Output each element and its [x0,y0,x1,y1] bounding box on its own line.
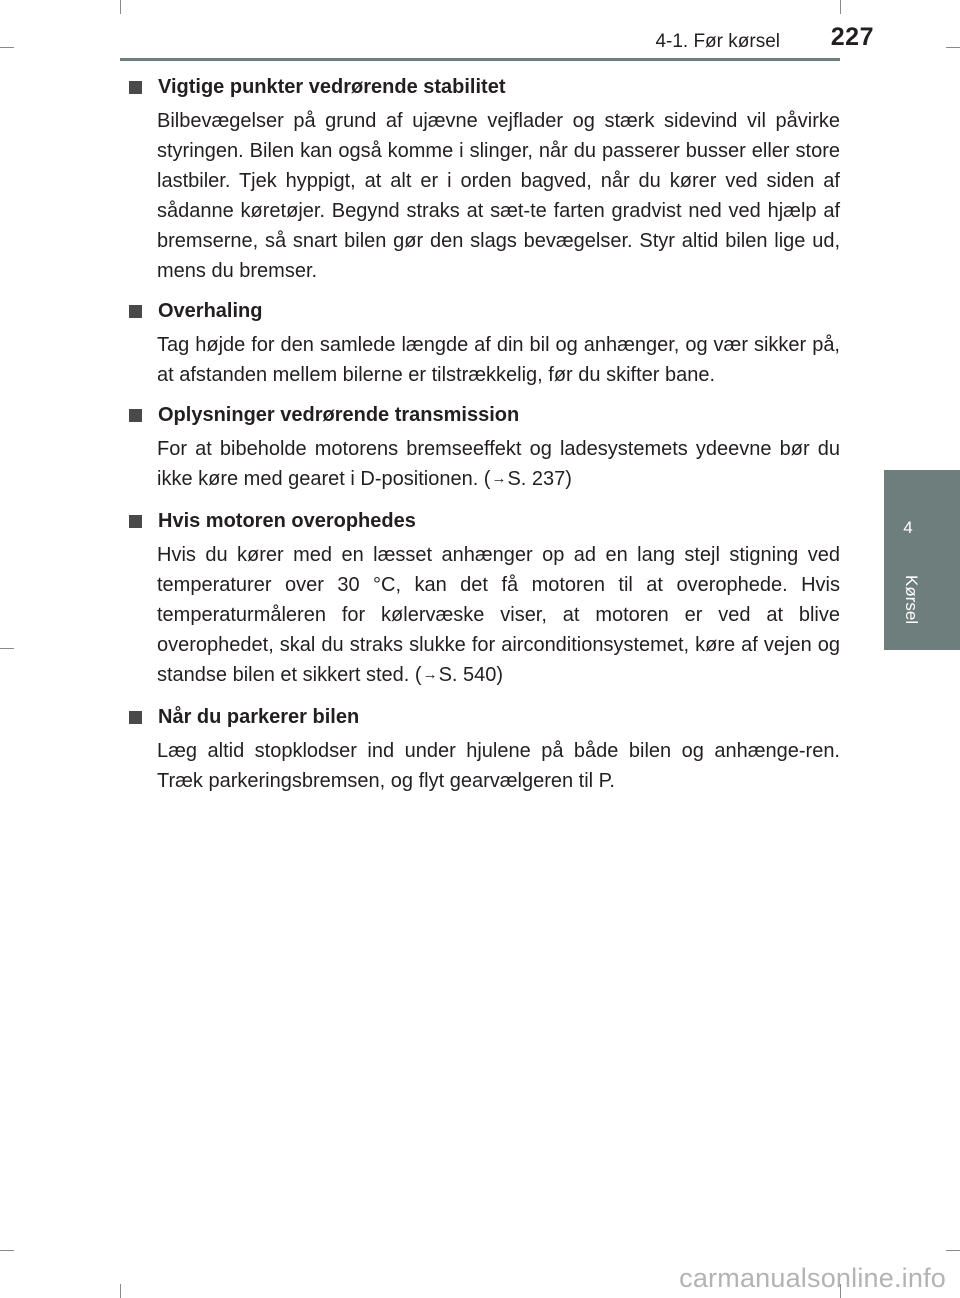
section-transmission [128,400,840,496]
square-bullet-icon [129,711,142,724]
section-heading [128,296,840,326]
section-overheating [128,506,840,692]
section-body: Læg altid stopklodser ind under hjulene på både bilen og anhænge-ren. Træk parkeringsbremsen, og flyt gearvælgeren til P. [157,740,840,792]
crop-mark [0,648,14,649]
heading-text: Vigtige punkter vedrørende stabilitet [158,76,506,98]
square-bullet-icon [129,409,142,422]
section-heading [128,400,840,430]
square-bullet-icon [129,515,142,528]
page-content [128,72,840,796]
section-body [157,434,840,496]
section-body [157,540,840,692]
crop-mark [120,1284,121,1298]
section-title: 4-1. Før kørsel [655,31,780,52]
section-parking [128,702,840,796]
heading-text: Overhaling [158,300,263,322]
crop-mark [0,1250,14,1251]
section-stability [128,72,840,286]
section-heading [128,702,840,732]
square-bullet-icon [129,305,142,318]
arrow-right-icon: → [491,470,507,487]
heading-text: Oplysninger vedrørende transmission [158,404,520,426]
page-reference[interactable]: S. 540) [438,664,504,686]
section-heading [128,72,840,102]
body-text: For at bibeholde motorens bremseeffekt og ladesystemets ydeevne bør du ikke køre med gearet i D-positionen. ( [157,438,840,490]
square-bullet-icon [129,81,142,94]
section-heading [128,506,840,536]
section-body: Bilbevægelser på grund af ujævne vejflader og stærk sidevind vil påvirke styringen. Bilen kan også komme i slinger, når du passerer busser eller store lastbiler. Tjek hyppigt, at alt er i orden bagved, når du kører ved siden af sådanne køretøjer. Begynd straks at sæt-te farten gradvist ned ved hjælp af bremserne, så snart bilen gør den slags bevægelser. Styr altid bilen lige ud, mens du bremser. [157,110,840,282]
page-reference[interactable]: S. 237) [507,468,572,490]
crop-mark [946,1250,960,1251]
section-body: Tag højde for den samlede længde af din bil og anhænger, og vær sikker på, at afstanden mellem bilerne er tilstrækkelig, før du skifter bane. [157,334,840,386]
body-text: Hvis du kører med en læsset anhænger op ad en lang stejl stigning ved temperaturer over 30 °C, kan det få motoren til at overophede. Hvis temperaturmåleren for kølervæske viser, at motoren er ved at blive overophedet, skal du straks slukke for airconditionsystemet, køre af vejen og standse bilen et sikkert sted. ( [157,544,840,686]
heading-text: Når du parkerer bilen [158,706,360,728]
heading-text: Hvis motoren overophedes [158,510,416,532]
arrow-right-icon: → [422,666,438,683]
chapter-tab [884,470,960,650]
section-overtaking [128,296,840,390]
chapter-label: Kørsel [902,575,921,625]
header-rule [120,58,840,61]
page-header [0,0,960,64]
watermark: carmanualsonline.info [679,1263,946,1293]
chapter-number: 4 [903,518,913,537]
page-number: 227 [830,23,874,51]
